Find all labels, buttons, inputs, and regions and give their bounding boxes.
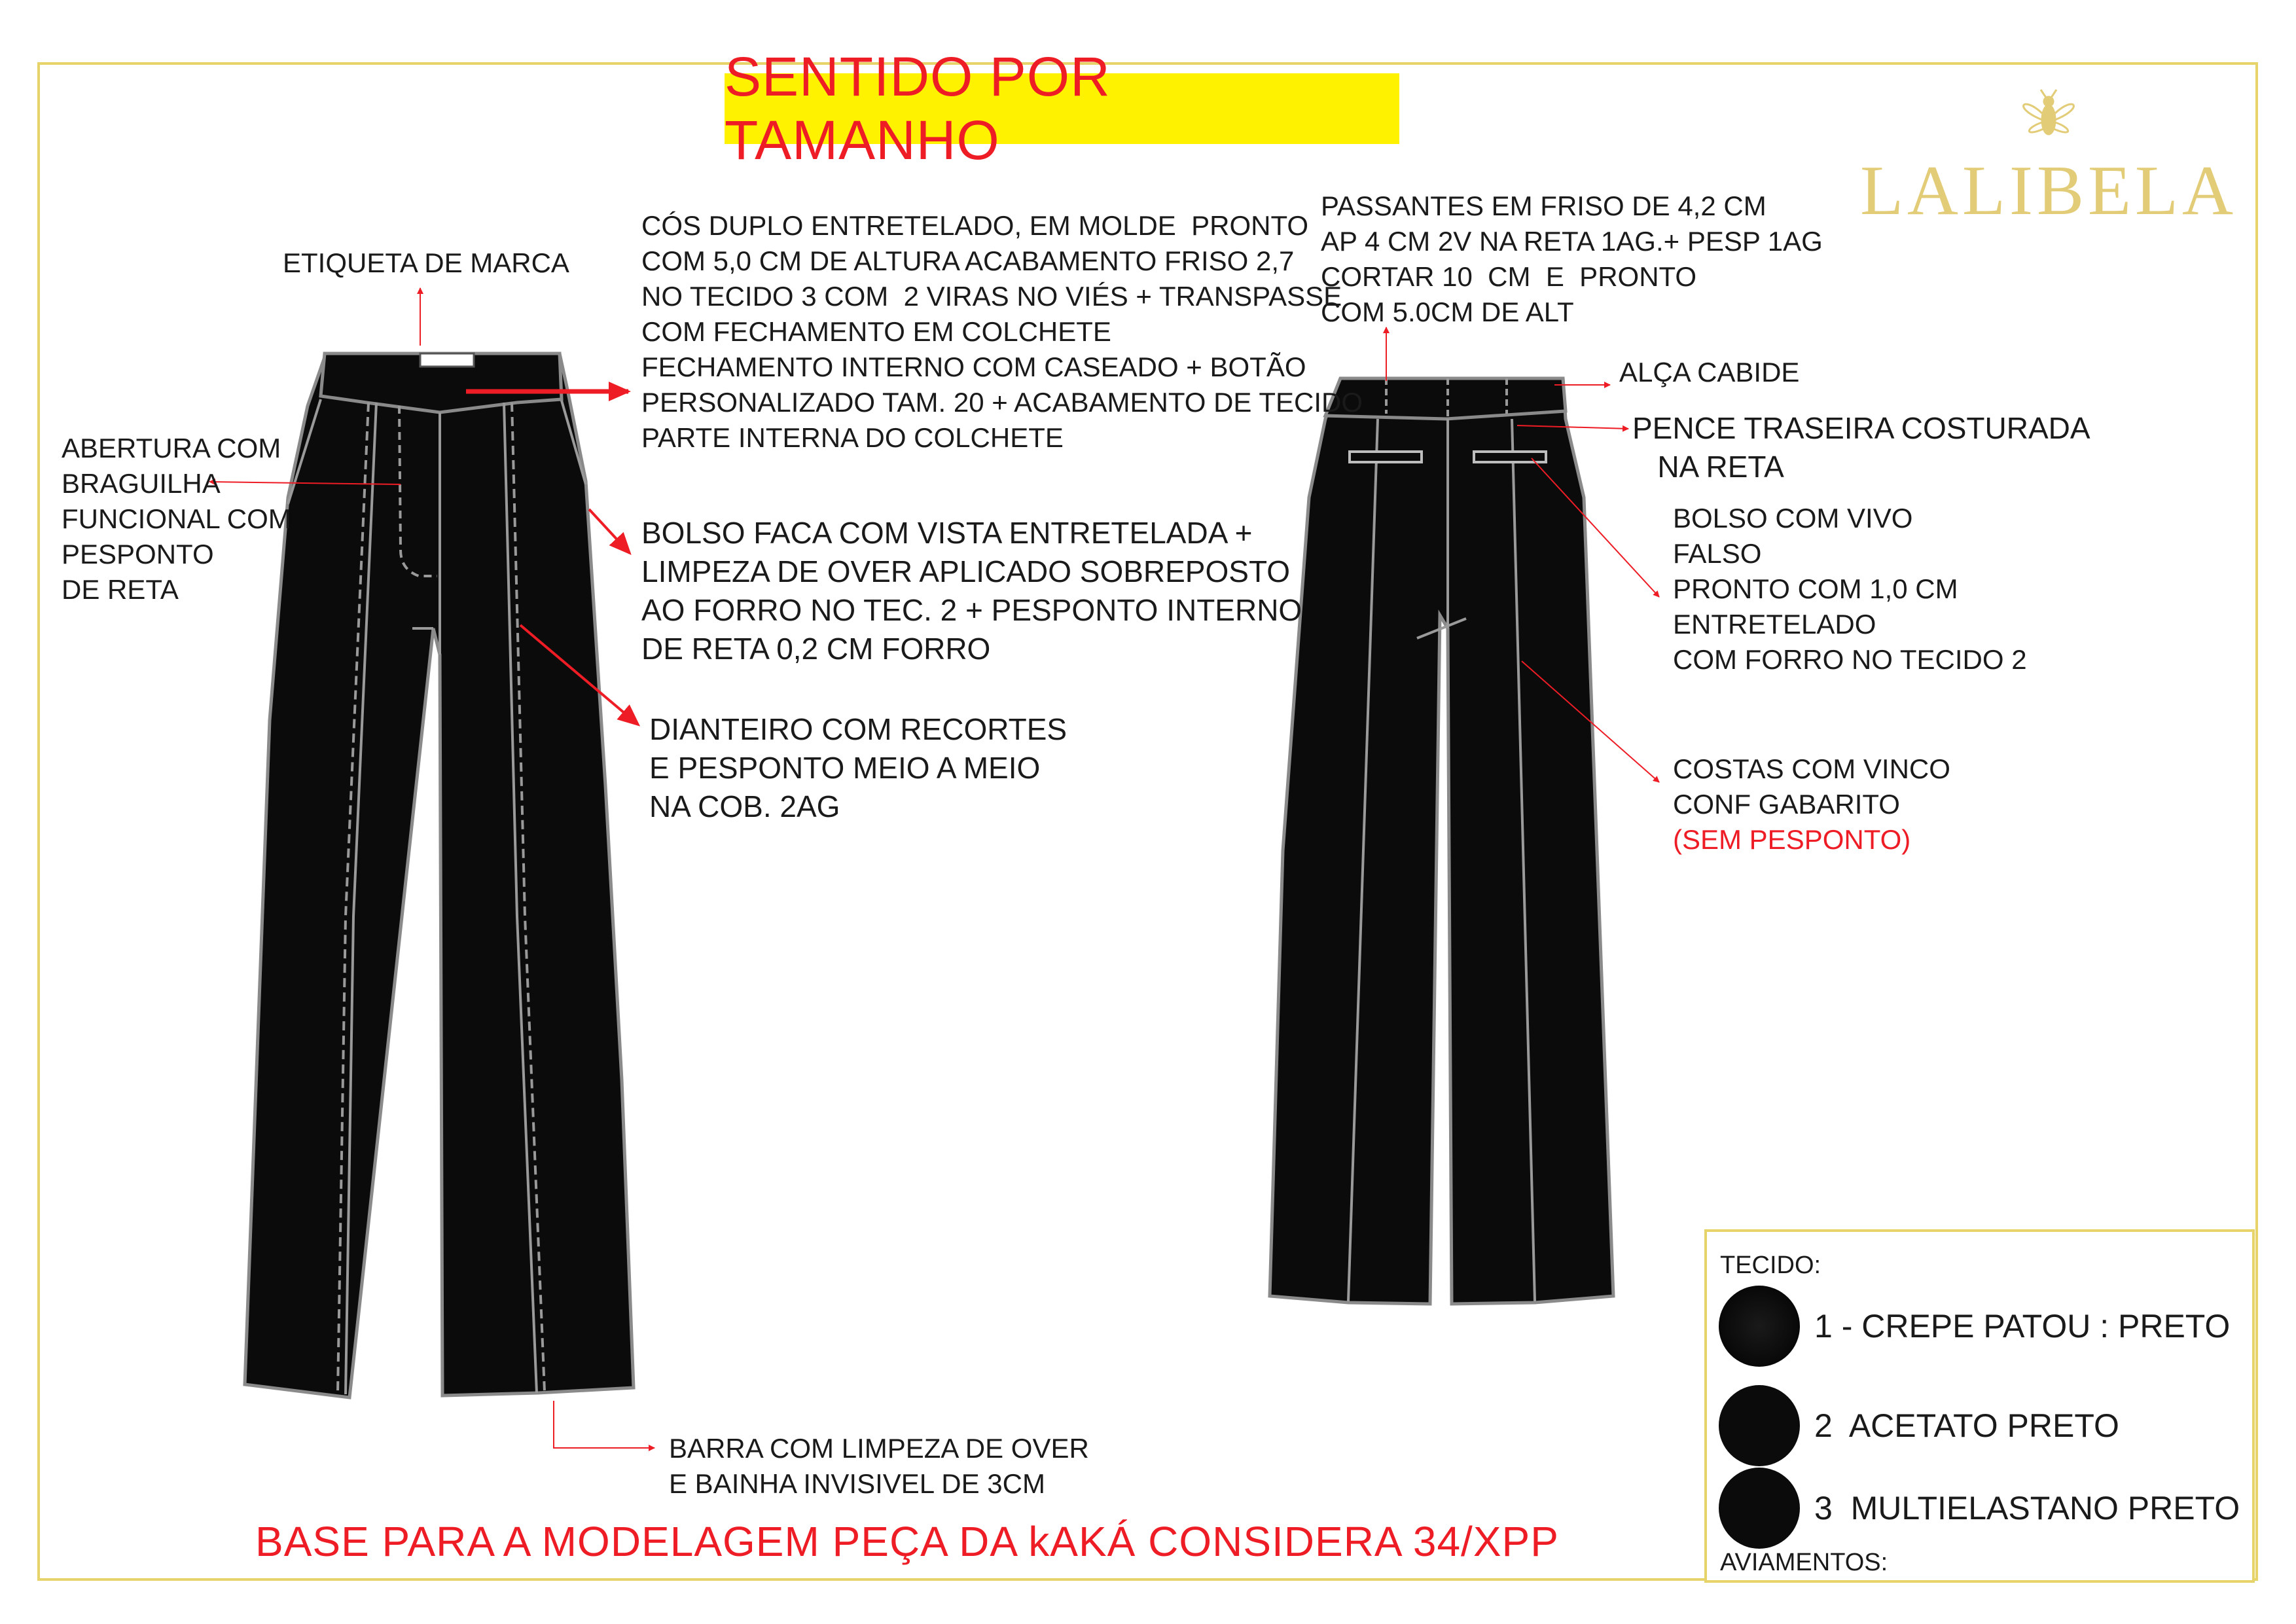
note-fly: ABERTURA COM BRAGUILHA FUNCIONAL COM PESPONTO DE RETA bbox=[62, 433, 291, 605]
note-hem: BARRA COM LIMPEZA DE OVER E BAINHA INVISIVEL DE 3CM bbox=[669, 1433, 1089, 1499]
fabric-swatch-3 bbox=[1719, 1468, 1800, 1549]
note-front-panel: DIANTEIRO COM RECORTES E PESPONTO MEIO A MEIO NA COB. 2AG bbox=[649, 712, 1067, 823]
fabric-label-1: 1 - CREPE PATOU : PRETO bbox=[1814, 1308, 2231, 1344]
note-waistband: CÓS DUPLO ENTRETELADO, EM MOLDE PRONTO COM 5,0 CM DE ALTURA ACABAMENTO FRISO 2,7 NO TECIDO 3 COM 2 VIRAS NO VIÉS + TRANSPASSE COM FECHAMENTO EM COLCHETE FECHAMENTO INTERNO COM CASEADO + BOTÃO PERSONALIZADO TAM. 20 + ACABAMENTO DE TECIDO PARTE INTERNA DO COLCHETE bbox=[641, 210, 1363, 453]
fabric-heading: TECIDO: bbox=[1720, 1252, 1821, 1279]
arrow-hem bbox=[554, 1401, 655, 1448]
fabric-swatch-2 bbox=[1719, 1385, 1800, 1466]
fabric-label-2: 2 ACETATO PRETO bbox=[1814, 1407, 2119, 1444]
footer-note: BASE PARA A MODELAGEM PEÇA DA kAKÁ CONSIDERA 34/XPP bbox=[255, 1518, 1559, 1565]
arrow-pocket bbox=[589, 509, 630, 553]
brand-label-tag bbox=[420, 353, 474, 367]
back-pocket-right bbox=[1474, 452, 1546, 462]
back-pants-drawing bbox=[1270, 378, 1613, 1304]
front-pants-drawing bbox=[245, 353, 634, 1398]
note-belt-loops: PASSANTES EM FRISO DE 4,2 CM AP 4 CM 2V NA RETA 1AG.+ PESP 1AG CORTAR 10 CM E PRONTO COM 5.0CM DE ALT bbox=[1321, 190, 1823, 327]
fabric-item-1 bbox=[1719, 1286, 2230, 1367]
note-brand-label: ETIQUETA DE MARCA bbox=[283, 247, 569, 278]
note-back-panel: COSTAS COM VINCO CONF GABARITO bbox=[1673, 753, 1950, 820]
fabric-item-2 bbox=[1719, 1385, 2119, 1466]
fabric-label-3: 3 MULTIELASTANO PRETO bbox=[1814, 1490, 2240, 1526]
note-back-panel-red: (SEM PESPONTO) bbox=[1673, 824, 1911, 855]
materials-legend bbox=[1704, 1229, 2255, 1583]
note-pocket: BOLSO FACA COM VISTA ENTRETELADA + LIMPEZA DE OVER APLICADO SOBREPOSTO AO FORRO NO TEC. 2 + PESPONTO INTERNO DE RETA 0,2 CM FORRO bbox=[641, 516, 1302, 666]
note-hanger-loop: ALÇA CABIDE bbox=[1619, 357, 1800, 388]
back-pants-shape bbox=[1270, 378, 1613, 1304]
trims-heading: AVIAMENTOS: bbox=[1720, 1549, 1888, 1576]
fabric-item-3 bbox=[1719, 1468, 2240, 1549]
brand-name: LALIBELA bbox=[1860, 152, 2237, 230]
fabric-swatch-1 bbox=[1719, 1286, 1800, 1367]
note-back-pocket: BOLSO COM VIVO FALSO PRONTO COM 1,0 CM ENTRETELADO COM FORRO NO TECIDO 2 bbox=[1673, 503, 2027, 675]
note-dart: PENCE TRASEIRA COSTURADA NA RETA bbox=[1632, 411, 2090, 484]
page-title: SENTIDO POR TAMANHO bbox=[725, 46, 1111, 171]
